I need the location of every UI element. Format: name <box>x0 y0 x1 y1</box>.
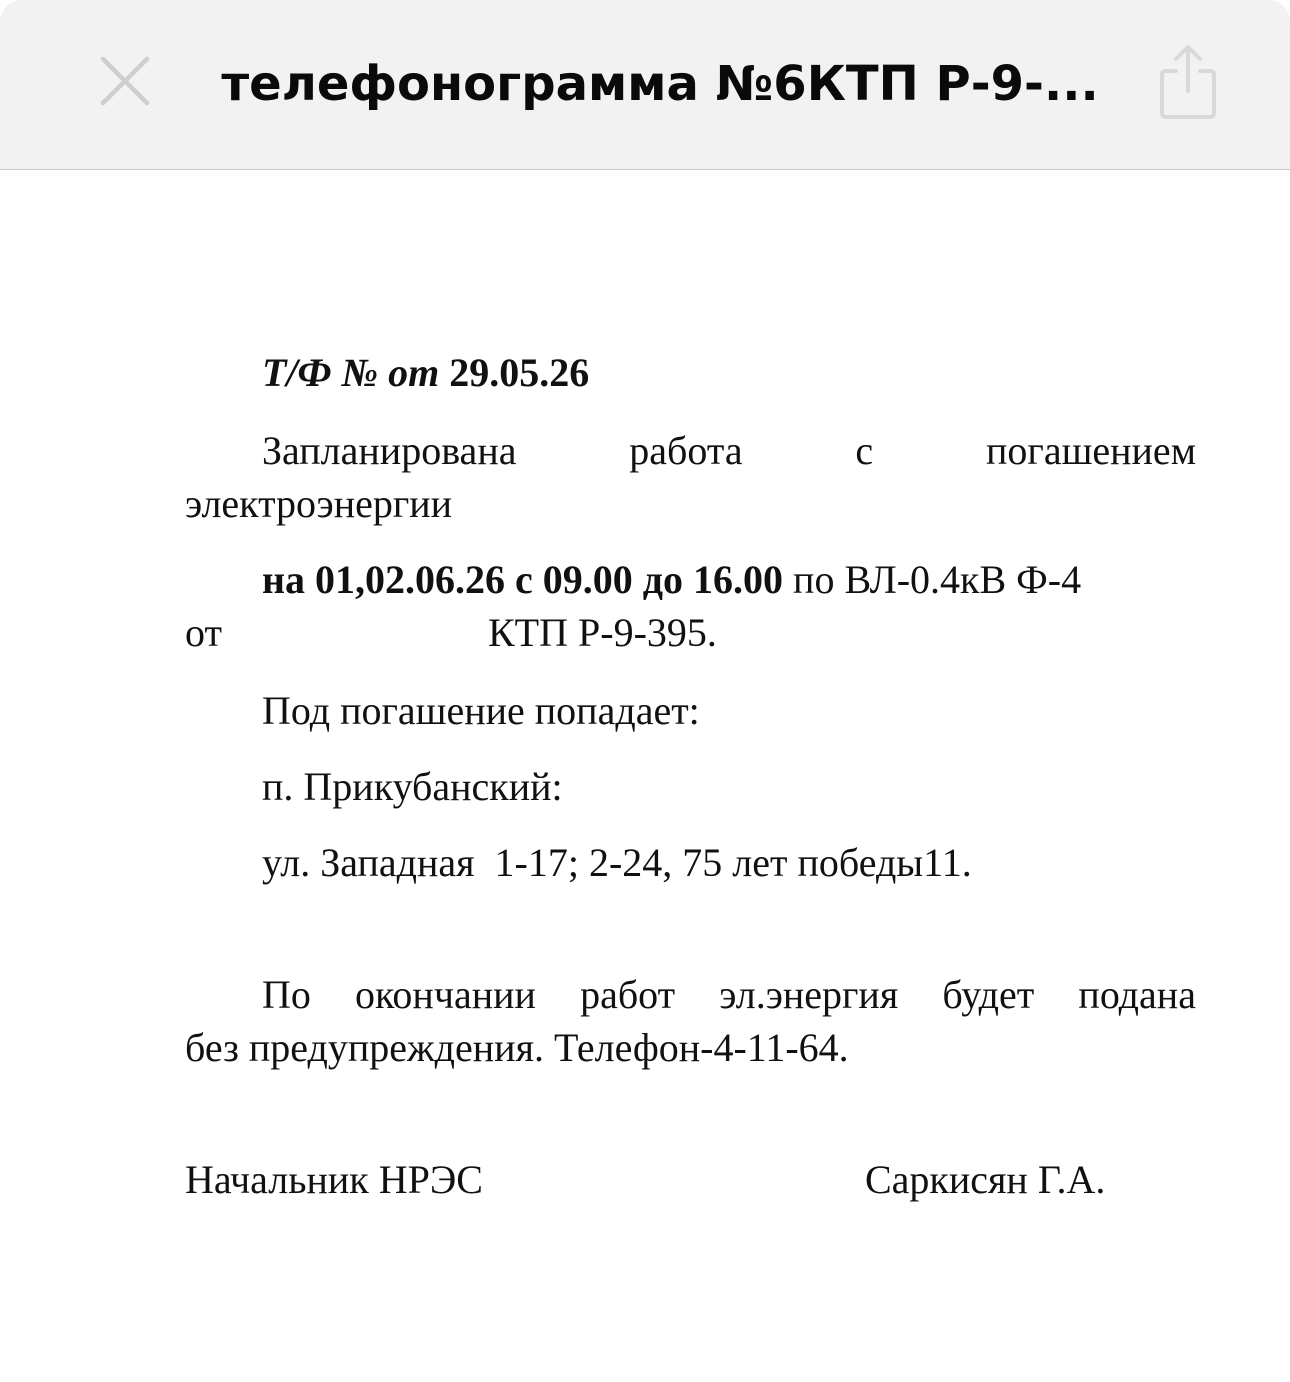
share-icon <box>1156 41 1220 121</box>
header-date: 29.05.26 <box>449 350 590 395</box>
word: эл.энергия <box>719 972 899 1017</box>
signature-position: Начальник НРЭС <box>185 1157 483 1202</box>
paragraph-2-ot: от <box>185 610 222 655</box>
word: будет <box>942 972 1035 1017</box>
share-button[interactable] <box>1143 36 1233 126</box>
paragraph-1-line-2: электроэнергии <box>185 481 453 526</box>
word: работ <box>580 972 676 1017</box>
close-button[interactable] <box>80 36 170 126</box>
word: Запланирована <box>262 428 517 473</box>
signature-name: Саркисян Г.А. <box>865 1157 1106 1202</box>
document-body <box>0 170 1290 1382</box>
word: По <box>262 972 311 1017</box>
word: погашением <box>986 428 1196 473</box>
settlement: п. Прикубанский: <box>262 764 563 809</box>
header-prefix: Т/Ф № от <box>262 350 440 395</box>
street-list: ул. Западная 1-17; 2-24, 75 лет победы11. <box>262 840 972 885</box>
paragraph-2-line-1 <box>262 555 1081 605</box>
paragraph-1-line-1 <box>262 426 1196 476</box>
substation-id: КТП Р-9-395. <box>488 610 717 655</box>
close-icon <box>99 55 151 107</box>
paragraph-4-line-1 <box>262 970 1196 1020</box>
word: работа <box>629 428 743 473</box>
line-info: по ВЛ-0.4кВ Ф-4 <box>783 557 1082 602</box>
telephonogram-header <box>262 348 589 398</box>
word: с <box>855 428 874 473</box>
paragraph-4-line-2: без предупреждения. Телефон-4-11-64. <box>185 1025 849 1070</box>
word: подана <box>1078 972 1196 1017</box>
word: окончании <box>355 972 536 1017</box>
affected-label: Под погашение попадает: <box>262 688 700 733</box>
outage-datetime: на 01,02.06.26 с 09.00 до 16.00 <box>262 557 784 602</box>
nav-bar <box>0 0 1290 170</box>
page-title: телефонограмма №6КТП Р-9-... <box>221 56 1099 112</box>
